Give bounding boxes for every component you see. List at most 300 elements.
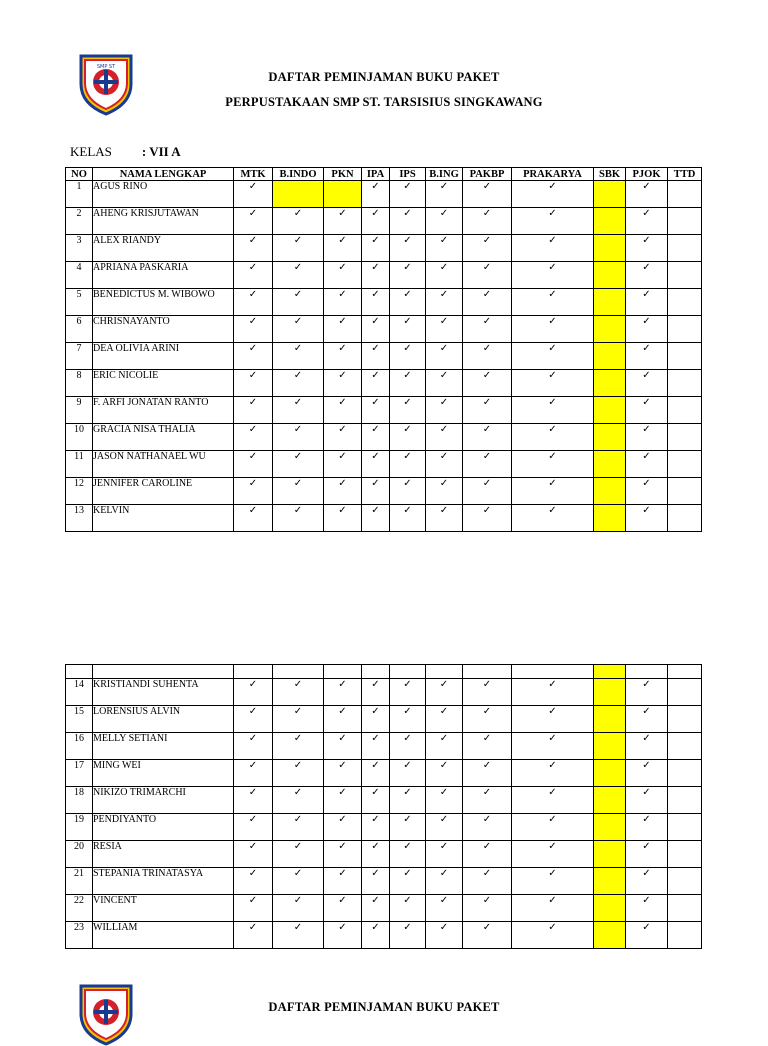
check-cell: ✓	[626, 451, 668, 478]
student-name: RESIA	[93, 841, 234, 868]
check-cell: ✓	[362, 370, 390, 397]
student-name: LORENSIUS ALVIN	[93, 706, 234, 733]
empty-cell	[390, 665, 426, 679]
table-row	[66, 424, 702, 451]
check-cell: ✓	[324, 505, 362, 532]
check-cell: ✓	[426, 262, 463, 289]
empty-cell	[626, 665, 668, 679]
student-name: VINCENT	[93, 895, 234, 922]
check-cell: ✓	[390, 343, 426, 370]
check-cell: ✓	[324, 424, 362, 451]
column-header: PJOK	[626, 168, 668, 181]
highlight-cell	[594, 665, 626, 679]
signature-cell	[668, 235, 702, 262]
check-cell: ✓	[234, 841, 273, 868]
table-row	[66, 760, 702, 787]
table-row	[66, 181, 702, 208]
check-cell: ✓	[362, 289, 390, 316]
check-cell: ✓	[234, 478, 273, 505]
check-cell: ✓	[324, 895, 362, 922]
check-cell: ✓	[463, 505, 512, 532]
check-cell: ✓	[362, 841, 390, 868]
check-cell: ✓	[512, 424, 594, 451]
highlight-cell	[594, 262, 626, 289]
empty-cell	[273, 665, 324, 679]
table-row	[66, 478, 702, 505]
table-row	[66, 208, 702, 235]
check-cell: ✓	[426, 316, 463, 343]
check-cell: ✓	[512, 505, 594, 532]
check-cell: ✓	[273, 733, 324, 760]
table-row	[66, 451, 702, 478]
row-number: 6	[66, 316, 93, 343]
table-row	[66, 922, 702, 949]
signature-cell	[668, 316, 702, 343]
check-cell: ✓	[234, 262, 273, 289]
column-header: IPA	[362, 168, 390, 181]
check-cell: ✓	[324, 679, 362, 706]
check-cell: ✓	[512, 760, 594, 787]
check-cell: ✓	[362, 181, 390, 208]
check-cell: ✓	[512, 208, 594, 235]
check-cell: ✓	[463, 181, 512, 208]
signature-cell	[668, 370, 702, 397]
check-cell: ✓	[512, 235, 594, 262]
signature-cell	[668, 922, 702, 949]
class-value: : VII A	[141, 144, 181, 159]
check-cell: ✓	[426, 679, 463, 706]
student-name: ALEX RIANDY	[93, 235, 234, 262]
check-cell: ✓	[426, 478, 463, 505]
check-cell: ✓	[273, 787, 324, 814]
empty-cell	[463, 665, 512, 679]
empty-cell	[66, 665, 93, 679]
highlight-cell	[594, 868, 626, 895]
check-cell: ✓	[273, 760, 324, 787]
check-cell: ✓	[234, 289, 273, 316]
empty-cell	[512, 665, 594, 679]
check-cell: ✓	[362, 235, 390, 262]
check-cell: ✓	[273, 397, 324, 424]
check-cell: ✓	[324, 397, 362, 424]
check-cell: ✓	[626, 814, 668, 841]
check-cell: ✓	[626, 787, 668, 814]
library-name: PERPUSTAKAAN SMP ST. TARSISIUS SINGKAWANG	[225, 95, 543, 109]
student-name: DEA OLIVIA ARINI	[93, 343, 234, 370]
check-cell: ✓	[234, 868, 273, 895]
student-name: ERIC NICOLIE	[93, 370, 234, 397]
check-cell: ✓	[463, 262, 512, 289]
table-row	[66, 505, 702, 532]
check-cell: ✓	[362, 208, 390, 235]
check-cell: ✓	[273, 289, 324, 316]
check-cell: ✓	[626, 733, 668, 760]
check-cell: ✓	[273, 679, 324, 706]
check-cell: ✓	[463, 289, 512, 316]
check-cell: ✓	[463, 397, 512, 424]
highlight-cell	[594, 841, 626, 868]
signature-cell	[668, 181, 702, 208]
check-cell: ✓	[463, 478, 512, 505]
check-cell: ✓	[273, 451, 324, 478]
check-cell: ✓	[626, 235, 668, 262]
check-cell: ✓	[390, 841, 426, 868]
check-cell: ✓	[324, 922, 362, 949]
row-number: 15	[66, 706, 93, 733]
check-cell: ✓	[324, 343, 362, 370]
check-cell: ✓	[463, 787, 512, 814]
check-cell: ✓	[463, 868, 512, 895]
check-cell: ✓	[234, 397, 273, 424]
check-cell: ✓	[324, 289, 362, 316]
table-row	[66, 868, 702, 895]
check-cell: ✓	[273, 922, 324, 949]
check-cell: ✓	[324, 478, 362, 505]
check-cell: ✓	[362, 451, 390, 478]
empty-cell	[324, 665, 362, 679]
check-cell: ✓	[626, 424, 668, 451]
row-number: 10	[66, 424, 93, 451]
row-number: 7	[66, 343, 93, 370]
student-name: KRISTIANDI SUHENTA	[93, 679, 234, 706]
check-cell: ✓	[324, 235, 362, 262]
check-cell: ✓	[324, 706, 362, 733]
check-cell: ✓	[512, 451, 594, 478]
row-number: 5	[66, 289, 93, 316]
highlight-cell	[594, 289, 626, 316]
check-cell: ✓	[626, 478, 668, 505]
signature-cell	[668, 397, 702, 424]
signature-cell	[668, 289, 702, 316]
highlight-cell	[594, 922, 626, 949]
check-cell: ✓	[234, 181, 273, 208]
signature-cell	[668, 895, 702, 922]
check-cell: ✓	[626, 208, 668, 235]
check-cell: ✓	[234, 922, 273, 949]
check-cell: ✓	[390, 760, 426, 787]
check-cell: ✓	[234, 787, 273, 814]
check-cell: ✓	[234, 424, 273, 451]
check-cell: ✓	[362, 397, 390, 424]
check-cell: ✓	[512, 370, 594, 397]
check-cell: ✓	[626, 262, 668, 289]
check-cell: ✓	[234, 505, 273, 532]
check-cell: ✓	[362, 787, 390, 814]
check-cell: ✓	[273, 841, 324, 868]
check-cell: ✓	[512, 181, 594, 208]
check-cell: ✓	[362, 814, 390, 841]
row-number: 17	[66, 760, 93, 787]
check-cell: ✓	[512, 679, 594, 706]
check-cell: ✓	[390, 316, 426, 343]
check-cell: ✓	[512, 289, 594, 316]
check-cell: ✓	[390, 895, 426, 922]
student-name: F. ARFI JONATAN RANTO	[93, 397, 234, 424]
table-row	[66, 787, 702, 814]
check-cell: ✓	[234, 733, 273, 760]
student-name: CHRISNAYANTO	[93, 316, 234, 343]
student-name: STEPANIA TRINATASYA	[93, 868, 234, 895]
signature-cell	[668, 733, 702, 760]
check-cell: ✓	[390, 424, 426, 451]
check-cell: ✓	[426, 814, 463, 841]
student-name: BENEDICTUS M. WIBOWO	[93, 289, 234, 316]
check-cell: ✓	[362, 760, 390, 787]
column-header: B.ING	[426, 168, 463, 181]
check-cell: ✓	[234, 451, 273, 478]
row-number: 12	[66, 478, 93, 505]
check-cell: ✓	[512, 262, 594, 289]
check-cell: ✓	[273, 706, 324, 733]
check-cell: ✓	[463, 895, 512, 922]
empty-cell	[362, 665, 390, 679]
check-cell: ✓	[390, 397, 426, 424]
check-cell: ✓	[626, 868, 668, 895]
table-row	[66, 262, 702, 289]
check-cell: ✓	[273, 370, 324, 397]
highlight-cell	[594, 316, 626, 343]
highlight-cell	[594, 760, 626, 787]
check-cell: ✓	[234, 895, 273, 922]
row-number: 2	[66, 208, 93, 235]
check-cell: ✓	[324, 316, 362, 343]
check-cell: ✓	[426, 424, 463, 451]
signature-cell	[668, 505, 702, 532]
student-name: AGUS RINO	[93, 181, 234, 208]
highlight-cell	[594, 397, 626, 424]
check-cell: ✓	[426, 397, 463, 424]
row-number: 14	[66, 679, 93, 706]
check-cell: ✓	[324, 814, 362, 841]
check-cell: ✓	[324, 787, 362, 814]
check-cell: ✓	[273, 478, 324, 505]
check-cell: ✓	[362, 424, 390, 451]
blank-row	[66, 665, 702, 679]
column-header: NAMA LENGKAP	[93, 168, 234, 181]
column-header: B.INDO	[273, 168, 324, 181]
check-cell: ✓	[512, 868, 594, 895]
check-cell: ✓	[626, 397, 668, 424]
check-cell: ✓	[626, 706, 668, 733]
document-title: DAFTAR PEMINJAMAN BUKU PAKET	[268, 70, 500, 84]
check-cell: ✓	[234, 814, 273, 841]
student-name: APRIANA PASKARIA	[93, 262, 234, 289]
signature-cell	[668, 760, 702, 787]
table-row	[66, 706, 702, 733]
signature-cell	[668, 478, 702, 505]
check-cell: ✓	[390, 679, 426, 706]
svg-text:SMP ST: SMP ST	[96, 64, 116, 70]
row-number: 22	[66, 895, 93, 922]
student-name: JASON NATHANAEL WU	[93, 451, 234, 478]
check-cell: ✓	[463, 451, 512, 478]
check-cell: ✓	[463, 679, 512, 706]
check-cell: ✓	[273, 814, 324, 841]
highlight-cell	[594, 208, 626, 235]
table-row	[66, 679, 702, 706]
check-cell: ✓	[390, 868, 426, 895]
check-cell: ✓	[234, 208, 273, 235]
check-cell: ✓	[234, 316, 273, 343]
row-number: 20	[66, 841, 93, 868]
document-title-2: DAFTAR PEMINJAMAN BUKU PAKET	[268, 1000, 500, 1014]
row-number: 4	[66, 262, 93, 289]
check-cell: ✓	[463, 424, 512, 451]
check-cell: ✓	[324, 841, 362, 868]
check-cell: ✓	[324, 760, 362, 787]
empty-cell	[234, 665, 273, 679]
table-row	[66, 289, 702, 316]
student-name: WILLIAM	[93, 922, 234, 949]
highlight-cell	[594, 343, 626, 370]
check-cell: ✓	[426, 787, 463, 814]
column-header: PKN	[324, 168, 362, 181]
check-cell: ✓	[512, 895, 594, 922]
check-cell: ✓	[273, 505, 324, 532]
row-number: 21	[66, 868, 93, 895]
signature-cell	[668, 424, 702, 451]
check-cell: ✓	[426, 841, 463, 868]
check-cell: ✓	[390, 370, 426, 397]
check-cell: ✓	[390, 505, 426, 532]
borrowing-table-2	[65, 664, 702, 949]
check-cell: ✓	[426, 922, 463, 949]
check-cell: ✓	[273, 316, 324, 343]
student-name: MELLY SETIANI	[93, 733, 234, 760]
check-cell: ✓	[362, 895, 390, 922]
check-cell: ✓	[234, 706, 273, 733]
empty-cell	[426, 665, 463, 679]
check-cell: ✓	[324, 262, 362, 289]
check-cell: ✓	[626, 343, 668, 370]
highlight-cell	[594, 235, 626, 262]
row-number: 16	[66, 733, 93, 760]
signature-cell	[668, 208, 702, 235]
check-cell: ✓	[626, 370, 668, 397]
check-cell: ✓	[463, 760, 512, 787]
highlight-cell	[594, 706, 626, 733]
column-header: NO	[66, 168, 93, 181]
check-cell: ✓	[390, 706, 426, 733]
check-cell: ✓	[362, 868, 390, 895]
signature-cell	[668, 787, 702, 814]
check-cell: ✓	[463, 733, 512, 760]
check-cell: ✓	[324, 868, 362, 895]
check-cell: ✓	[626, 289, 668, 316]
check-cell: ✓	[512, 814, 594, 841]
check-cell: ✓	[426, 868, 463, 895]
check-cell: ✓	[626, 841, 668, 868]
student-name: NIKIZO TRIMARCHI	[93, 787, 234, 814]
check-cell: ✓	[512, 841, 594, 868]
check-cell: ✓	[626, 922, 668, 949]
check-cell: ✓	[426, 733, 463, 760]
signature-cell	[668, 868, 702, 895]
check-cell: ✓	[463, 316, 512, 343]
check-cell: ✓	[426, 760, 463, 787]
column-header: IPS	[390, 168, 426, 181]
student-name: PENDIYANTO	[93, 814, 234, 841]
check-cell: ✓	[362, 679, 390, 706]
check-cell: ✓	[626, 316, 668, 343]
check-cell: ✓	[362, 922, 390, 949]
student-name: GRACIA NISA THALIA	[93, 424, 234, 451]
row-number: 13	[66, 505, 93, 532]
check-cell: ✓	[426, 451, 463, 478]
student-name: AHENG KRISJUTAWAN	[93, 208, 234, 235]
check-cell: ✓	[463, 208, 512, 235]
check-cell: ✓	[426, 895, 463, 922]
highlight-cell	[594, 895, 626, 922]
check-cell: ✓	[234, 343, 273, 370]
check-cell: ✓	[426, 181, 463, 208]
check-cell: ✓	[426, 706, 463, 733]
check-cell: ✓	[626, 505, 668, 532]
check-cell: ✓	[426, 370, 463, 397]
check-cell: ✓	[626, 181, 668, 208]
check-cell: ✓	[234, 760, 273, 787]
highlight-cell	[594, 787, 626, 814]
row-number: 3	[66, 235, 93, 262]
column-header: TTD	[668, 168, 702, 181]
highlight-cell	[273, 181, 324, 208]
column-header: SBK	[594, 168, 626, 181]
row-number: 18	[66, 787, 93, 814]
row-number: 8	[66, 370, 93, 397]
highlight-cell	[324, 181, 362, 208]
class-info	[70, 144, 181, 160]
check-cell: ✓	[234, 370, 273, 397]
check-cell: ✓	[324, 208, 362, 235]
class-label: KELAS	[70, 144, 112, 159]
student-name: KELVIN	[93, 505, 234, 532]
student-name: JENNIFER CAROLINE	[93, 478, 234, 505]
signature-cell	[668, 814, 702, 841]
check-cell: ✓	[362, 316, 390, 343]
row-number: 9	[66, 397, 93, 424]
highlight-cell	[594, 733, 626, 760]
check-cell: ✓	[324, 451, 362, 478]
table-row	[66, 235, 702, 262]
check-cell: ✓	[426, 505, 463, 532]
check-cell: ✓	[362, 706, 390, 733]
check-cell: ✓	[362, 478, 390, 505]
signature-cell	[668, 262, 702, 289]
check-cell: ✓	[390, 181, 426, 208]
check-cell: ✓	[512, 706, 594, 733]
check-cell: ✓	[362, 733, 390, 760]
check-cell: ✓	[463, 343, 512, 370]
empty-cell	[93, 665, 234, 679]
highlight-cell	[594, 181, 626, 208]
check-cell: ✓	[626, 679, 668, 706]
signature-cell	[668, 679, 702, 706]
check-cell: ✓	[362, 343, 390, 370]
check-cell: ✓	[512, 397, 594, 424]
check-cell: ✓	[390, 235, 426, 262]
table-row	[66, 370, 702, 397]
check-cell: ✓	[273, 208, 324, 235]
check-cell: ✓	[390, 922, 426, 949]
check-cell: ✓	[626, 895, 668, 922]
check-cell: ✓	[512, 787, 594, 814]
check-cell: ✓	[324, 733, 362, 760]
check-cell: ✓	[626, 760, 668, 787]
check-cell: ✓	[463, 922, 512, 949]
table-row	[66, 895, 702, 922]
check-cell: ✓	[273, 868, 324, 895]
signature-cell	[668, 706, 702, 733]
